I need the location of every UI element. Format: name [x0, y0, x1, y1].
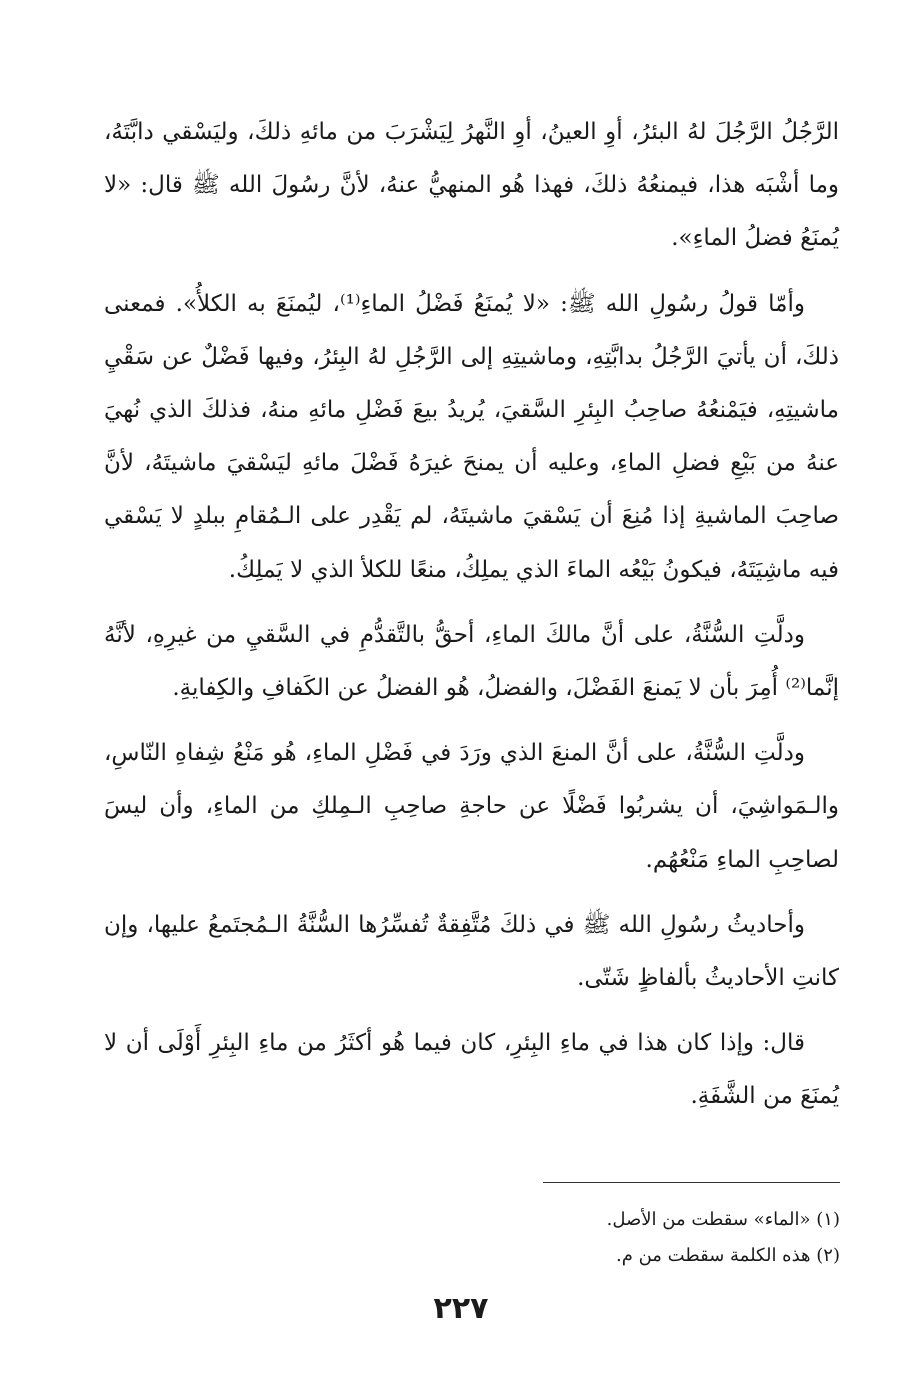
- paragraph-1: الرَّجُلُ الرَّجُلَ لهُ البئرُ، أوِ العينُ، أوِ النَّهرُ لِيَشْرَبَ من مائهِ ذلكَ، وليَسْقي دابَّتَهُ، وما أشْبَه هذا، فيمنعُهُ ذلكَ، فهذا هُو المنهيُّ عنهُ، لأنَّ رسُولَ الله ﷺ قال: «لا يُمنَعُ فضلُ الماءِ».: [104, 119, 839, 252]
- footnote-separator: [543, 1182, 840, 1183]
- footnote-1: (١) «الماء» سقطت من الأصل.: [606, 1209, 840, 1230]
- paragraph-6: قال: وإذا كان هذا في ماءِ البِئرِ، كان فيما هُو أكثَرُ من ماءِ البِئرِ أَوْلَى أن لا يُمنَعَ من الشَّفَةِ.: [104, 1030, 839, 1110]
- paragraph-4: ودلَّتِ السُّنَّةُ، على أنَّ المنعَ الذي ورَدَ في فَضْلِ الماءِ، هُو مَنْعُ شِفاهِ النّاسِ، والـمَواشِيَ، أن يشربُوا فَضْلًا عن حاجةِ صاحِبِ الـمِلكِ من الماءِ، وأن ليسَ لصاحِبِ الماءِ مَنْعُهُم.: [104, 740, 839, 873]
- page-number: ٢٢٧: [433, 1291, 489, 1326]
- paragraph-3: ودلَّتِ السُّنَّةُ، على أنَّ مالكَ الماءِ، أحقُّ بالتَّقدُّمِ في السَّقيِ من غيرِهِ، لأنَّهُ إنَّما⁽²⁾ أُمِرَ بأن لا يَمنعَ الفَضْلَ، والفضلُ، هُو الفضلُ عن الكَفافِ والكِفايةِ.: [104, 621, 839, 702]
- main-text: [104, 106, 839, 1136]
- footnotes: [500, 1202, 840, 1274]
- footnote-2: (٢) هذه الكلمة سقطت من م.: [616, 1245, 840, 1266]
- paragraph-5: وأحاديثُ رسُولِ الله ﷺ في ذلكَ مُتَّفِقةٌ تُفسِّرُها السُّنَّةُ الـمُجتَمعُ عليها، وإن كانتِ الأحاديثُ بألفاظٍ شَتّى.: [104, 911, 839, 992]
- paragraph-2: وأمّا قولُ رسُولِ الله ﷺ: «لا يُمنَعُ فَضْلُ الماءِ⁽¹⁾، ليُمنَعَ به الكلأُ». فمعنى ذلكَ، أن يأتيَ الرَّجُلُ بدابَّتِهِ، وماشيتِهِ إلى الرَّجُلِ لهُ البِئرُ، وفيها فَضْلٌ عن سَقْيِ ماشيتِهِ، فيَمْنعُهُ صاحِبُ البِئرِ السَّقيَ، يُريدُ بيعَ فَضْلِ مائهِ منهُ، فذلكَ الذي نُهيَ عنهُ من بَيْعِ فضلِ الماءِ، وعليه أن يمنحَ غيرَهُ فَضْلَ مائهِ ليَسْقيَ ماشيتَهُ، لأنَّ صاحِبَ الماشيةِ إذا مُنِعَ أن يَسْقيَ ماشيتَهُ، لم يَقْدِر على الـمُقامِ ببلدٍ لا يَسْقي فيه ماشِيَتَهُ، فيكونُ بَيْعُه الماءَ الذي يملِكُ، منعًا للكلأ الذي لا يَملِكُ.: [104, 290, 839, 583]
